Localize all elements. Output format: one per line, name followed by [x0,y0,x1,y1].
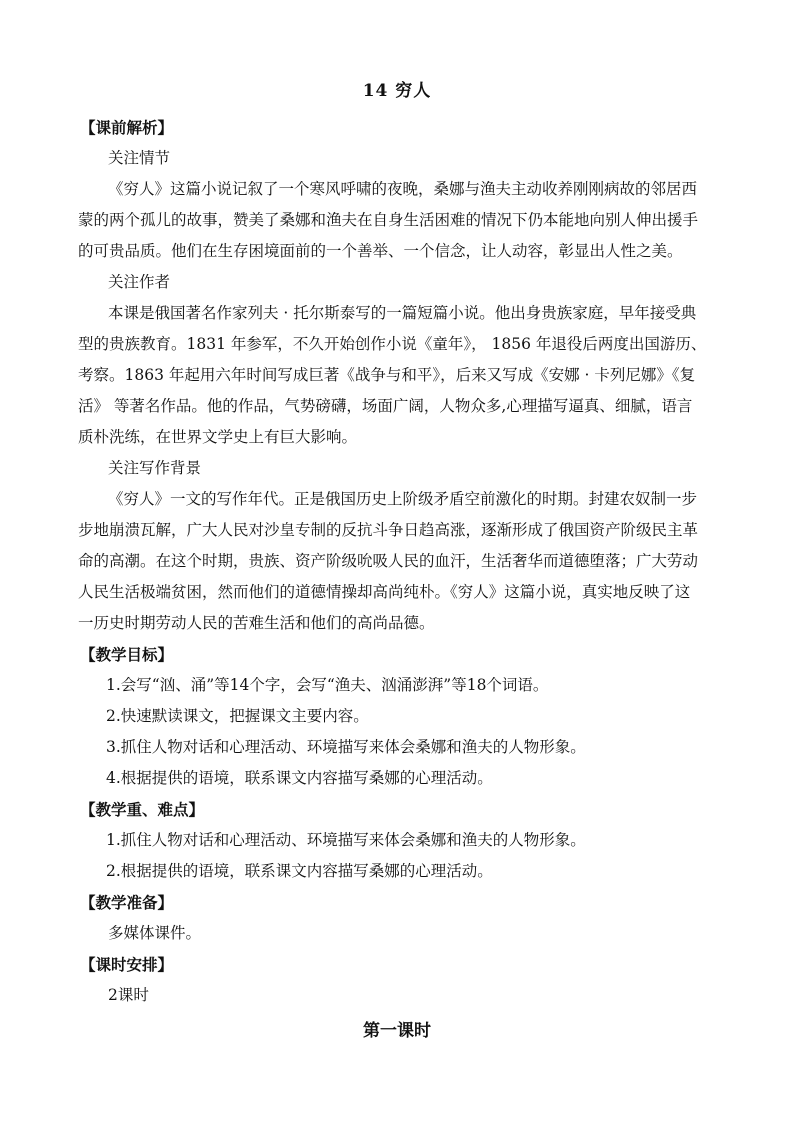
section-heading-analysis: 【课前解析】 [80,118,174,137]
paragraph-line: 活》 等著名作品。他的作品，气势磅礴，场面广阔，人物众多,心理描写逼真、细腻，语言 [78,397,693,415]
section-heading-key-points: 【教学重、难点】 [80,800,205,819]
section-heading-schedule: 【课时安排】 [80,955,174,974]
goal-item: 4.根据提供的语境，联系课文内容描写桑娜的心理活动。 [106,769,493,787]
subheading-focus-plot: 关注情节 [108,149,171,167]
paragraph-line: 质朴洗练，在世界文学史上有巨大影响。 [78,428,358,446]
subheading-focus-author: 关注作者 [108,273,171,291]
schedule-text: 2课时 [108,986,149,1004]
paragraph-line: 本课是俄国著名作家列夫 · 托尔斯泰写的一篇短篇小说。他出身贵族家庭，早年接受典 [108,304,697,322]
key-point-item: 1.抓住人物对话和心理活动、环境描写来体会桑娜和渔夫的人物形象。 [106,831,586,849]
paragraph-line: 《穷人》一文的写作年代。正是俄国历史上阶级矛盾空前激化的时期。封建农奴制一步 [108,490,698,508]
lesson-one-heading: 第一课时 [363,1021,431,1041]
paragraph-line: 步地崩溃瓦解，广大人民对沙皇专制的反抗斗争日趋高涨，逐渐形成了俄国资产阶级民主革 [78,521,699,539]
paragraph-line: 考察。1863 年起用六年时间写成巨著《战争与和平》，后来又写成《安娜 · 卡列尼娜》《复 [78,366,696,384]
document-body [78,112,718,1011]
goal-item: 2.快速默读课文，把握课文主要内容。 [106,707,369,725]
section-heading-preparation: 【教学准备】 [80,893,174,912]
paragraph-line: 蒙的两个孤儿的故事，赞美了桑娜和渔夫在自身生活困难的情况下仍本能地向别人伸出援手 [78,211,699,229]
paragraph-line: 人民生活极端贫困，然而他们的道德情操却高尚纯朴。《穷人》这篇小说，真实地反映了这 [78,583,691,601]
paragraph-line: 《穷人》这篇小说记叙了一个寒风呼啸的夜晚，桑娜与渔夫主动收养刚刚病故的邻居西 [108,180,698,198]
paragraph-line: 命的高潮。在这个时期，贵族、资产阶级吮吸人民的血汗，生活奢华而道德堕落；广大劳动 [78,552,699,570]
paragraph-line: 的可贵品质。他们在生存困境面前的一个善举、一个信念，让人动容，彰显出人性之美。 [78,242,683,260]
paragraph-line: 一历史时期劳动人民的苦难生活和他们的高尚品德。 [78,614,435,632]
page-title: 14 穷人 [362,81,432,101]
key-point-item: 2.根据提供的语境，联系课文内容描写桑娜的心理活动。 [106,862,493,880]
goal-item: 3.抓住人物对话和心理活动、环境描写来体会桑娜和渔夫的人物形象。 [106,738,586,756]
subheading-focus-background: 关注写作背景 [108,459,202,477]
paragraph-line: 型的贵族教育。1831 年参军，不久开始创作小说《童年》， 1856 年退役后两度出国游历、 [78,335,707,353]
section-heading-goals: 【教学目标】 [80,645,174,664]
preparation-text: 多媒体课件。 [108,924,202,942]
goal-item: 1.会写“汹、涌”等14个字，会写“渔夫、汹涌澎湃”等18个词语。 [106,676,549,694]
